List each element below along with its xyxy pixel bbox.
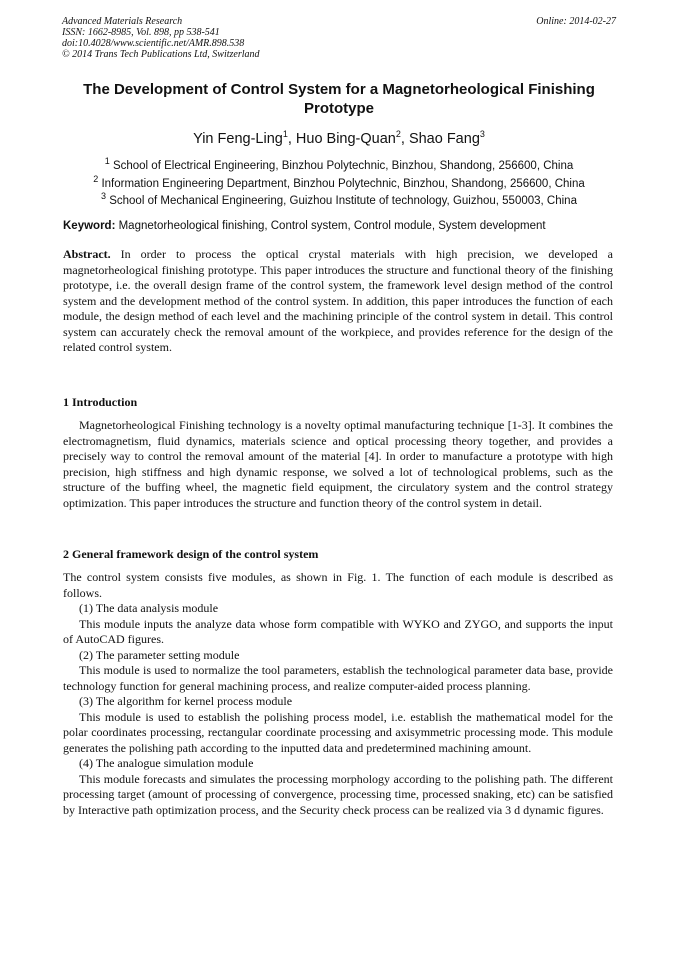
affiliation-2 bbox=[40, 174, 638, 191]
author-2: Huo Bing-Quan bbox=[295, 131, 396, 147]
module-4-heading: (4) The analogue simulation module bbox=[79, 756, 254, 770]
section-2-title: 2 General framework design of the control system bbox=[63, 547, 319, 561]
author-2-sup: 2 bbox=[395, 129, 401, 140]
affiliation-3-text: School of Mechanical Engineering, Guizhou Institute of technology, Guizhou, 550003, China bbox=[109, 195, 577, 207]
section-1-title: 1 Introduction bbox=[63, 395, 138, 409]
affiliation-1-num: 1 bbox=[104, 156, 110, 167]
section-2-body bbox=[63, 570, 613, 818]
copyright-line: © 2014 Trans Tech Publications Ltd, Switzerland bbox=[62, 49, 260, 60]
affiliation-3-num: 3 bbox=[101, 191, 107, 202]
module-1-heading: (1) The data analysis module bbox=[79, 601, 219, 615]
doi-line[interactable]: doi:10.4028/www.scientific.net/AMR.898.538 bbox=[62, 38, 245, 49]
author-1-sup: 1 bbox=[282, 129, 288, 140]
abstract-label: Abstract. bbox=[63, 247, 111, 261]
affiliation-1 bbox=[40, 156, 638, 173]
issn-line: ISSN: 1662-8985, Vol. 898, pp 538-541 bbox=[62, 27, 220, 38]
author-3-sup: 3 bbox=[479, 129, 485, 140]
keyword-text: Magnetorheological finishing, Control system, Control module, System development bbox=[115, 220, 546, 232]
online-date: Online: 2014-02-27 bbox=[536, 16, 616, 27]
author-sep-2: , bbox=[400, 131, 409, 147]
keywords bbox=[63, 219, 623, 233]
module-1-text: This module inputs the analyze data whose form compatible with WYKO and ZYGO, and supports the input of AutoCAD figures. bbox=[63, 616, 613, 646]
module-4-text: This module forecasts and simulates the processing morphology according to the polishing path. The different processing target (amount of processing of convergence, processing time, processed snaking, etc) can be satisfied by Interactive path optimization process, and the Security check process can be realized via 3 d dynamic figures. bbox=[63, 771, 613, 817]
journal-name: Advanced Materials Research bbox=[62, 16, 183, 27]
module-2-heading: (2) The parameter setting module bbox=[79, 647, 240, 662]
author-list bbox=[40, 130, 638, 148]
affiliation-1-text: School of Electrical Engineering, Binzhou Polytechnic, Binzhou, Shandong, 256600, China bbox=[112, 160, 574, 172]
paper-title: The Development of Control System for a Magnetorheological Finishing Prototype bbox=[83, 81, 595, 117]
abstract-text: In order to process the optical crystal materials with high precision, we developed a magnetorheological finishing prototype. This paper introduces the structure and functional theory of the finishing prototype, i.e. the overall design frame of the control system, the framework level design method of the control system and the development method of the control system. In addition, this paper introduces the function of each module, the design method of each level and the machining principle of the control system in detail. This control system can accurately check the removal amount of the workpiece, and provides reference for the design of the related control system. bbox=[63, 247, 613, 354]
author-sep-1: , bbox=[287, 131, 296, 147]
section-1-body: Magnetorheological Finishing technology is a novelty optimal manufacturing technique [1-3]. It combines the electromagnetism, fluid dynamics, materials science and optical processing theory together, and provides a precisely way to control the removal amount of the material [4]. In order to manufacture a prototype with high precision, high stiffness and high dynamic response, we solved a lot of technological problems, such as the structure of the buffing wheel, the magnetic field equipment, the circulatory system and the control strategy optimization. This paper introduces the structure and function theory of the control system in detail. bbox=[63, 418, 613, 510]
author-1: Yin Feng-Ling bbox=[193, 131, 283, 147]
section-2-intro: The control system consists five modules, as shown in Fig. 1. The function of each module is described as follows. bbox=[63, 570, 613, 600]
author-3: Shao Fang bbox=[408, 131, 480, 147]
affiliation-2-text: Information Engineering Department, Binzhou Polytechnic, Binzhou, Shandong, 256600, China bbox=[101, 178, 585, 190]
module-3-heading: (3) The algorithm for kernel process module bbox=[79, 694, 293, 708]
affiliation-3 bbox=[40, 191, 638, 208]
journal-header bbox=[62, 16, 616, 60]
abstract bbox=[63, 247, 613, 356]
module-3-text: This module is used to establish the polishing process model, i.e. establish the mathematical model for the polar coordinates processing, rectangular coordinate processing and axisymmetric processing mode. This module generates the polishing path according to the inputted data and predetermined machining amount. bbox=[63, 709, 613, 755]
affiliation-2-num: 2 bbox=[93, 174, 99, 185]
keyword-label: Keyword: bbox=[63, 220, 116, 232]
module-2-text: This module is used to normalize the tool parameters, establish the technological parameter data base, provide technology function for general machining process, and realize computer-aided process planning. bbox=[63, 663, 613, 693]
